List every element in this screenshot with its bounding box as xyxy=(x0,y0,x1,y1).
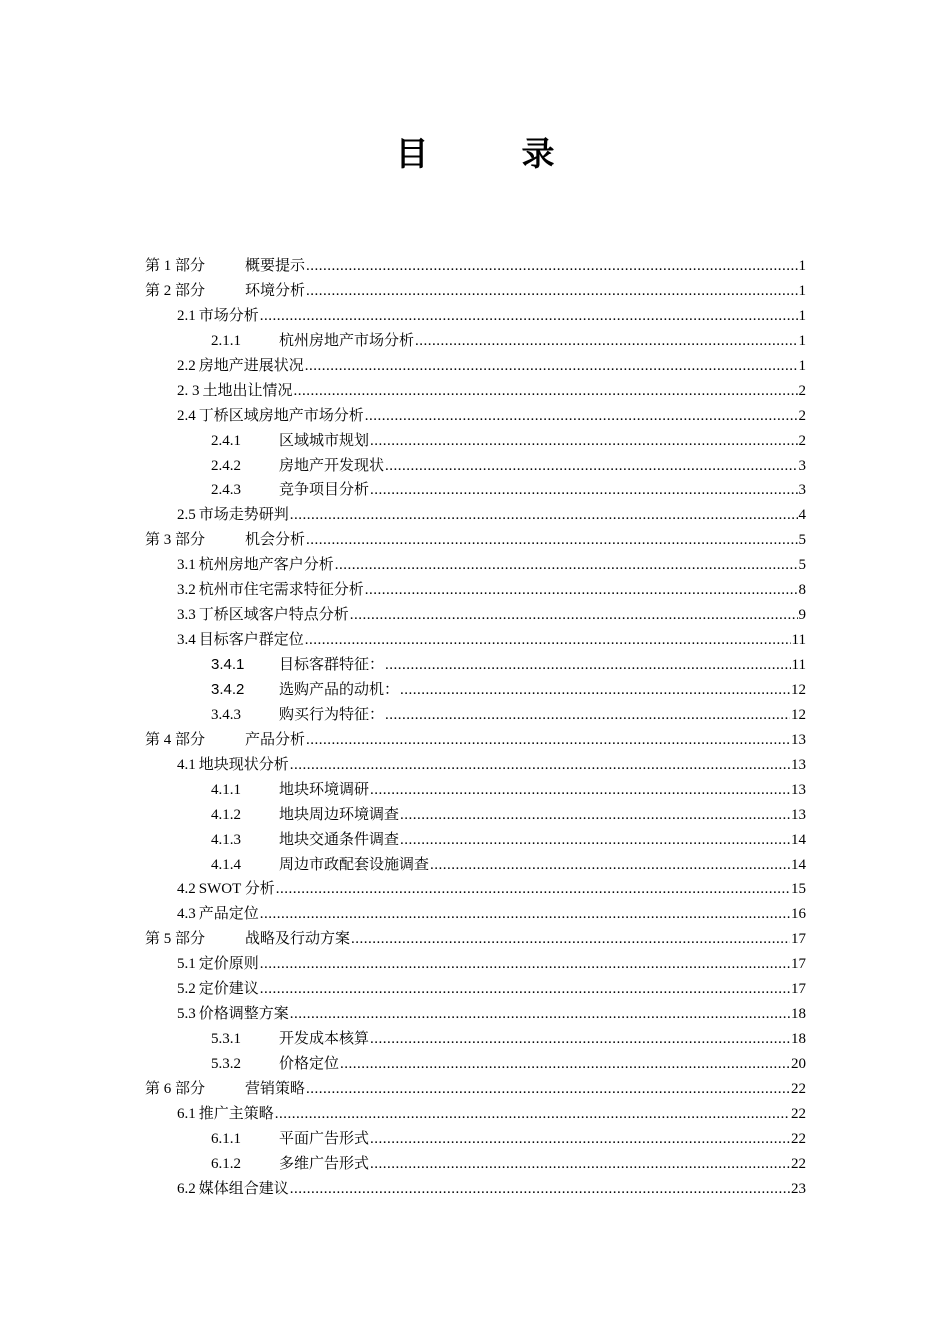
toc-entry[interactable] xyxy=(145,1002,806,1027)
toc-entry-page-number: 12 xyxy=(791,706,806,723)
dot-leader xyxy=(370,1156,790,1173)
toc-entry-number: 4.2 xyxy=(177,881,196,898)
toc-entry[interactable] xyxy=(145,1177,806,1202)
dot-leader xyxy=(306,532,797,549)
toc-entry-title: 丁桥区域客户特点分析 xyxy=(198,607,349,624)
toc-entry-number: 5.3 xyxy=(177,1006,196,1023)
toc-entry-page-number: 9 xyxy=(798,607,806,624)
toc-entry-page-number: 5 xyxy=(798,557,806,574)
toc-entry-number: 2. 3 xyxy=(177,382,200,399)
toc-entry[interactable] xyxy=(145,1127,806,1152)
table-of-contents xyxy=(145,254,806,1202)
toc-entry-number: 2.4.3 xyxy=(211,482,241,499)
dot-leader xyxy=(306,1081,790,1098)
toc-entry-page-number: 2 xyxy=(798,432,806,449)
toc-entry-title: 竞争项目分析 xyxy=(279,482,370,499)
toc-entry-title: SWOT 分析 xyxy=(198,881,275,898)
toc-entry[interactable] xyxy=(145,902,806,927)
toc-entry-page-number: 2 xyxy=(798,382,806,399)
dot-leader xyxy=(290,1006,790,1023)
toc-entry-title: 杭州房地产客户分析 xyxy=(198,557,334,574)
page-title: 目 录 xyxy=(395,134,585,173)
toc-entry-number: 2.1.1 xyxy=(211,332,241,349)
toc-entry-page-number: 18 xyxy=(791,1006,806,1023)
toc-entry-title: 产品分析 xyxy=(245,731,306,748)
dot-leader xyxy=(290,507,798,524)
toc-entry-page-number: 3 xyxy=(798,482,806,499)
toc-entry-number: 2.4.1 xyxy=(211,432,241,449)
toc-entry[interactable] xyxy=(145,853,806,878)
toc-entry[interactable] xyxy=(145,628,806,653)
dot-leader xyxy=(306,283,797,300)
toc-entry-number: 第 6 部分 xyxy=(145,1080,206,1097)
toc-entry-page-number: 17 xyxy=(791,981,806,998)
dot-leader xyxy=(385,707,790,724)
dot-leader xyxy=(260,906,790,923)
toc-entry[interactable] xyxy=(145,553,806,578)
toc-entry-page-number: 22 xyxy=(791,1080,806,1097)
toc-entry-number: 2.4 xyxy=(177,407,196,424)
toc-entry-title: 杭州房地产市场分析 xyxy=(279,332,415,349)
toc-entry-number: 第 3 部分 xyxy=(145,532,206,549)
toc-entry-number: 5.2 xyxy=(177,981,196,998)
dot-leader xyxy=(351,931,790,948)
toc-entry[interactable] xyxy=(145,828,806,853)
toc-entry-title: 价格调整方案 xyxy=(198,1006,289,1023)
toc-entry-title: 环境分析 xyxy=(245,282,306,299)
dot-leader xyxy=(305,632,791,649)
toc-entry-page-number: 4 xyxy=(798,507,806,524)
dot-leader xyxy=(370,1131,790,1148)
toc-entry[interactable] xyxy=(145,454,806,479)
dot-leader xyxy=(260,981,790,998)
toc-entry[interactable] xyxy=(145,803,806,828)
toc-entry-page-number: 13 xyxy=(791,731,806,748)
toc-entry-title: 目标客户群定位 xyxy=(198,632,304,649)
toc-entry[interactable] xyxy=(145,1102,806,1127)
toc-entry-title: 产品定位 xyxy=(198,906,259,923)
toc-entry[interactable] xyxy=(145,404,806,429)
toc-entry-title: 土地出让情况 xyxy=(202,382,293,399)
toc-entry-title: 机会分析 xyxy=(245,532,306,549)
toc-entry-number: 4.1.4 xyxy=(211,856,241,873)
toc-entry-title: 丁桥区域房地产市场分析 xyxy=(198,407,364,424)
toc-entry-number: 6.1 xyxy=(177,1105,196,1122)
toc-entry-number: 4.3 xyxy=(177,906,196,923)
toc-entry-page-number: 12 xyxy=(791,681,806,698)
toc-entry-number: 第 2 部分 xyxy=(145,282,206,299)
dot-leader xyxy=(400,832,790,849)
toc-entry-page-number: 22 xyxy=(791,1130,806,1147)
toc-entry-title: 推广主策略 xyxy=(198,1105,274,1122)
toc-entry-page-number: 16 xyxy=(791,906,806,923)
toc-entry-title: 定价原则 xyxy=(198,956,259,973)
toc-entry-number: 3.1 xyxy=(177,557,196,574)
dot-leader xyxy=(385,458,797,475)
toc-entry[interactable] xyxy=(145,977,806,1002)
toc-entry[interactable] xyxy=(145,254,806,279)
toc-entry-number: 4.1.1 xyxy=(211,781,241,798)
toc-entry[interactable] xyxy=(145,778,806,803)
toc-entry-number: 6.2 xyxy=(177,1180,196,1197)
toc-entry[interactable] xyxy=(145,478,806,503)
toc-entry-page-number: 11 xyxy=(791,632,806,649)
toc-entry-page-number: 20 xyxy=(791,1056,806,1072)
toc-entry[interactable] xyxy=(145,1152,806,1177)
toc-entry-number: 6.1.1 xyxy=(211,1130,241,1147)
toc-entry-number: 第 5 部分 xyxy=(145,931,206,948)
toc-entry[interactable] xyxy=(145,1077,806,1102)
toc-entry-page-number: 1 xyxy=(798,258,806,274)
dot-leader xyxy=(370,1031,790,1048)
dot-leader xyxy=(400,807,790,824)
toc-entry-page-number: 5 xyxy=(798,532,806,549)
toc-entry[interactable] xyxy=(145,952,806,977)
toc-entry-number: 2.4.2 xyxy=(211,457,241,474)
toc-entry[interactable] xyxy=(145,877,806,902)
toc-entry[interactable] xyxy=(145,603,806,628)
toc-entry[interactable] xyxy=(145,653,806,678)
dot-leader xyxy=(365,582,798,599)
toc-entry-title: 营销策略 xyxy=(245,1080,306,1097)
toc-entry[interactable] xyxy=(145,678,806,703)
toc-entry-page-number: 3 xyxy=(798,457,806,474)
toc-entry[interactable] xyxy=(145,703,806,728)
toc-entry-number: 第 1 部分 xyxy=(145,258,206,274)
toc-entry-title: 周边市政配套设施调查 xyxy=(279,856,430,873)
toc-entry-number: 5.3.1 xyxy=(211,1031,241,1048)
dot-leader xyxy=(430,857,790,874)
dot-leader xyxy=(400,682,790,699)
dot-leader xyxy=(294,383,798,400)
toc-entry-number: 5.1 xyxy=(177,956,196,973)
toc-entry-title: 地块现状分析 xyxy=(198,756,289,773)
dot-leader xyxy=(365,408,798,425)
toc-entry-title: 多维广告形式 xyxy=(279,1155,370,1172)
dot-leader xyxy=(290,1181,790,1198)
dot-leader xyxy=(415,333,797,350)
toc-entry-page-number: 13 xyxy=(791,781,806,798)
toc-entry-title: 开发成本核算 xyxy=(279,1031,370,1048)
dot-leader xyxy=(305,358,798,375)
dot-leader xyxy=(370,482,797,499)
toc-entry[interactable] xyxy=(145,728,806,753)
dot-leader xyxy=(385,657,791,674)
dot-leader xyxy=(276,881,790,898)
toc-entry-number: 5.3.2 xyxy=(211,1056,241,1072)
toc-entry[interactable] xyxy=(145,503,806,528)
toc-entry-number: 2.1 xyxy=(177,307,196,324)
toc-entry[interactable] xyxy=(145,528,806,553)
toc-entry-title: 地块环境调研 xyxy=(279,781,370,798)
toc-entry-page-number: 14 xyxy=(791,831,806,848)
toc-entry-number: 3.2 xyxy=(177,582,196,599)
toc-entry-title: 媒体组合建议 xyxy=(198,1180,289,1197)
toc-entry-number: 3.4.2 xyxy=(211,680,245,698)
toc-entry[interactable] xyxy=(145,927,806,952)
toc-entry-title: 地块交通条件调查 xyxy=(279,831,400,848)
toc-entry[interactable] xyxy=(145,578,806,603)
toc-entry[interactable] xyxy=(145,379,806,404)
toc-entry-page-number: 17 xyxy=(791,956,806,973)
toc-entry-page-number: 18 xyxy=(791,1031,806,1048)
dot-leader xyxy=(335,557,798,574)
toc-entry-page-number: 2 xyxy=(798,407,806,424)
toc-entry-page-number: 23 xyxy=(791,1180,806,1197)
toc-entry-number: 3.3 xyxy=(177,607,196,624)
toc-entry-page-number: 15 xyxy=(791,881,806,898)
toc-entry-title: 价格定位 xyxy=(279,1056,340,1072)
toc-entry-number: 4.1.2 xyxy=(211,806,241,823)
toc-entry-title: 区域城市规划 xyxy=(279,432,370,449)
toc-entry-title: 杭州市住宅需求特征分析 xyxy=(198,582,364,599)
toc-entry-number: 2.2 xyxy=(177,357,196,374)
dot-leader xyxy=(260,956,790,973)
toc-entry[interactable] xyxy=(145,429,806,454)
toc-entry[interactable] xyxy=(145,354,806,379)
toc-entry[interactable] xyxy=(145,304,806,329)
toc-entry-page-number: 8 xyxy=(798,582,806,599)
toc-entry-page-number: 13 xyxy=(791,806,806,823)
dot-leader xyxy=(370,782,790,799)
toc-entry[interactable] xyxy=(145,279,806,304)
toc-entry[interactable] xyxy=(145,329,806,354)
toc-entry-title: 房地产进展状况 xyxy=(198,357,304,374)
toc-entry-number: 4.1 xyxy=(177,756,196,773)
toc-entry-page-number: 14 xyxy=(791,856,806,873)
toc-entry-title: 地块周边环境调查 xyxy=(279,806,400,823)
toc-entry-page-number: 22 xyxy=(791,1105,806,1122)
toc-entry[interactable] xyxy=(145,753,806,778)
dot-leader xyxy=(340,1056,790,1073)
dot-leader xyxy=(275,1106,790,1123)
toc-entry-title: 市场分析 xyxy=(198,307,259,324)
toc-entry-page-number: 17 xyxy=(791,931,806,948)
toc-entry-page-number: 1 xyxy=(798,332,806,349)
toc-entry-title: 房地产开发现状 xyxy=(279,457,385,474)
toc-entry-title: 战略及行动方案 xyxy=(245,931,351,948)
toc-entry-title: 概要提示 xyxy=(245,258,306,274)
toc-entry-title: 定价建议 xyxy=(198,981,259,998)
dot-leader xyxy=(260,308,798,325)
toc-entry-number: 3.4.3 xyxy=(211,706,241,723)
toc-entry-title: 目标客群特征： xyxy=(279,657,385,673)
toc-entry-title: 平面广告形式 xyxy=(279,1130,370,1147)
toc-entry-title: 选购产品的动机： xyxy=(279,681,400,698)
toc-entry-title: 市场走势研判 xyxy=(198,507,289,524)
toc-entry[interactable] xyxy=(145,1052,806,1077)
toc-entry[interactable] xyxy=(145,1027,806,1052)
toc-entry-page-number: 1 xyxy=(798,357,806,374)
toc-entry-page-number: 13 xyxy=(791,756,806,773)
dot-leader xyxy=(306,732,790,749)
dot-leader xyxy=(290,757,790,774)
toc-entry-number: 3.4.1 xyxy=(211,656,245,673)
dot-leader xyxy=(306,258,797,275)
toc-entry-page-number: 1 xyxy=(798,282,806,299)
toc-entry-page-number: 11 xyxy=(791,657,806,673)
toc-entry-number: 2.5 xyxy=(177,507,196,524)
toc-entry-number: 第 4 部分 xyxy=(145,731,206,748)
dot-leader xyxy=(370,433,797,450)
toc-entry-number: 4.1.3 xyxy=(211,831,241,848)
toc-entry-number: 6.1.2 xyxy=(211,1155,241,1172)
dot-leader xyxy=(350,607,798,624)
toc-entry-page-number: 22 xyxy=(791,1155,806,1172)
toc-entry-page-number: 1 xyxy=(798,307,806,324)
toc-entry-title: 购买行为特征： xyxy=(279,706,385,723)
toc-entry-number: 3.4 xyxy=(177,632,196,649)
